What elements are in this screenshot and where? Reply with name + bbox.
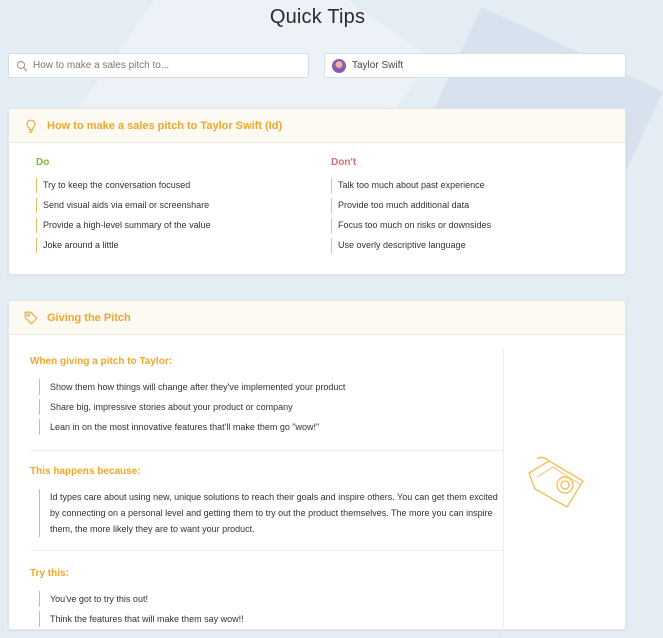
list-item: Think the features that will make them say wow!! [39,611,504,627]
dont-item: Focus too much on risks or downsides [331,218,491,233]
section-paragraph: Id types care about using new, unique solutions to reach their goals and inspire others. You can get them excited by connecting on a personal level and getting them to try out the product themselves. The more you can inspire them, the more likely they are to want your product. [39,489,504,537]
section-heading: When giving a pitch to Taylor: [30,356,173,367]
section-divider [30,550,504,551]
search-icon [16,60,28,72]
section-list [30,379,504,435]
tag-illustration-icon [523,451,603,511]
do-heading: Do [36,157,50,168]
do-item: Send visual aids via email or screenshare [36,198,211,213]
person-search-input[interactable] [324,53,626,78]
section-heading: Try this: [30,568,69,579]
dont-item: Provide too much additional data [331,198,491,213]
pitch-card-header [9,301,625,335]
tips-card [8,108,626,275]
section-list [30,591,504,627]
dont-heading: Don't [331,157,357,168]
section-divider [30,450,504,451]
list-item: Lean in on the most innovative features that'll make them go "wow!" [39,419,504,435]
page-title: Quick Tips [269,6,366,28]
pitch-section-when [30,356,504,439]
pitch-card [8,300,626,630]
list-item: Share big, impressive stories about your product or company [39,399,504,415]
pitch-section-try [30,568,504,631]
tips-card-title: How to make a sales pitch to Taylor Swift (Id) [47,119,283,132]
dont-item: Use overly descriptive language [331,238,491,253]
pitch-section-because [30,466,504,537]
dont-column [331,157,491,258]
list-item: You've got to try this out! [39,591,504,607]
lightbulb-icon [23,118,39,134]
tips-card-header [9,109,625,143]
do-item: Joke around a little [36,238,211,253]
do-item: Provide a high-level summary of the value [36,218,211,233]
topic-search-placeholder: How to make a sales pitch to... [33,60,170,71]
avatar [332,59,346,73]
tag-icon [23,310,39,326]
dont-item: Talk too much about past experience [331,178,491,193]
person-search-value: Taylor Swift [352,60,404,71]
list-item: Show them how things will change after they've implemented your product [39,379,504,395]
pitch-card-title: Giving the Pitch [47,311,131,324]
do-column [36,157,211,258]
topic-search-input[interactable] [8,53,309,78]
section-heading: This happens because: [30,466,141,477]
do-item: Try to keep the conversation focused [36,178,211,193]
